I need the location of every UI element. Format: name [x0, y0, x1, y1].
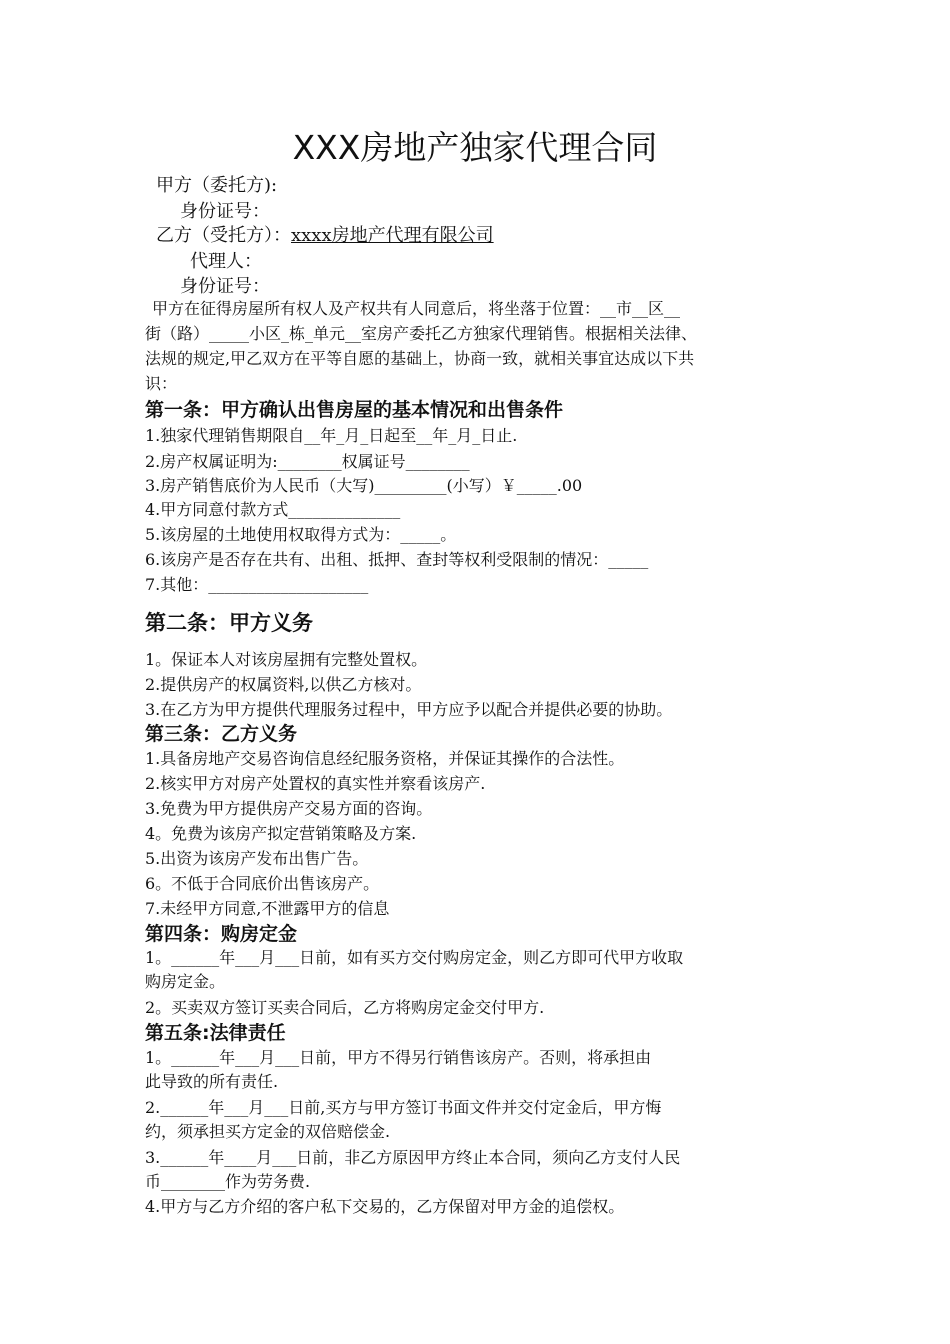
article-3-item: 4。免费为该房产拟定营销策略及方案. — [145, 824, 417, 843]
article-3-item: 5.出资为该房产发布出售广告。 — [145, 849, 369, 868]
article-3-heading: 第三条：乙方义务 — [145, 723, 298, 745]
party-b-label: 乙方（受托方）： — [156, 225, 291, 246]
intro-line: 甲方在征得房屋所有权人及产权共有人同意后，将坐落于位置：__市__区__ — [152, 299, 681, 318]
article-2-item: 3.在乙方为甲方提供代理服务过程中，甲方应予以配合并提供必要的协助。 — [145, 700, 673, 719]
intro-line: 法规的规定,甲乙双方在平等自愿的基础上，协商一致，就相关事宜达成以下共 — [145, 349, 695, 368]
intro-line: 识： — [145, 374, 178, 393]
article-3-item: 7.未经甲方同意,不泄露甲方的信息 — [145, 899, 390, 918]
article-3-item: 6。不低于合同底价出售该房产。 — [145, 874, 380, 893]
agent-label: 代理人： — [190, 251, 262, 272]
article-1-item: 6.该房产是否存在共有、出租、抵押、查封等权利受限制的情况：_____ — [145, 550, 649, 569]
intro-line: 街（路）_____小区_栋_单元__室房产委托乙方独家代理销售。根据相关法律、 — [145, 324, 698, 343]
article-1-item: 7.其他：____________________ — [145, 575, 369, 594]
party-a-label: 甲方（委托方): — [156, 175, 278, 196]
article-5-line: 1。______年___月___日前，甲方不得另行销售该房产。否则，将承担由 — [145, 1048, 652, 1067]
article-2-heading: 第二条：甲方义务 — [145, 611, 313, 635]
article-1-item: 2.房产权属证明为:________权属证号________ — [145, 452, 470, 471]
party-a-id-label: 身份证号： — [180, 201, 270, 222]
article-3-item: 2.核实甲方对房产处置权的真实性并察看该房产. — [145, 774, 486, 793]
article-4-heading: 第四条：购房定金 — [145, 923, 298, 945]
article-2-item: 1。保证本人对该房屋拥有完整处置权。 — [145, 650, 428, 669]
article-4-line: 购房定金。 — [145, 972, 226, 991]
article-3-item: 1.具备房地产交易咨询信息经纪服务资格，并保证其操作的合法性。 — [145, 749, 625, 768]
article-4-line: 2。买卖双方签订买卖合同后，乙方将购房定金交付甲方. — [145, 998, 545, 1017]
document-title: XXX房地产独家代理合同 — [292, 128, 658, 167]
article-5-line: 币________作为劳务费. — [145, 1172, 311, 1191]
agent-id-label: 身份证号： — [180, 276, 270, 297]
article-5-line: 4.甲方与乙方介绍的客户私下交易的，乙方保留对甲方金的追偿权。 — [145, 1197, 625, 1216]
article-1-item: 3.房产销售底价为人民币（大写)_________(小写）￥_____.00 — [145, 476, 583, 495]
article-1-heading: 第一条：甲方确认出售房屋的基本情况和出售条件 — [145, 399, 564, 421]
article-1-item: 4.甲方同意付款方式______________ — [145, 500, 401, 519]
article-1-item: 1.独家代理销售期限自__年_月_日起至__年_月_日止. — [145, 426, 518, 445]
article-5-line: 3.______年____月___日前，非乙方原因甲方终止本合同，须向乙方支付人民 — [145, 1148, 681, 1167]
party-b-line — [156, 224, 494, 248]
article-5-line: 此导致的所有责任. — [145, 1072, 279, 1091]
article-1-item: 5.该房屋的土地使用权取得方式为：_____。 — [145, 525, 457, 544]
article-4-line: 1。______年___月___日前，如有买方交付购房定金，则乙方即可代甲方收取 — [145, 948, 684, 967]
article-5-line: 2.______年___月___日前,买方与甲方签订书面文件并交付定金后，甲方悔 — [145, 1098, 662, 1117]
article-3-item: 3.免费为甲方提供房产交易方面的咨询。 — [145, 799, 433, 818]
party-b-company: xxxx房地产代理有限公司 — [291, 225, 494, 246]
article-2-item: 2.提供房产的权属资料,以供乙方核对。 — [145, 675, 422, 694]
article-5-heading: 第五条:法律责任 — [145, 1022, 286, 1044]
article-5-line: 约，须承担买方定金的双倍赔偿金. — [145, 1122, 391, 1141]
